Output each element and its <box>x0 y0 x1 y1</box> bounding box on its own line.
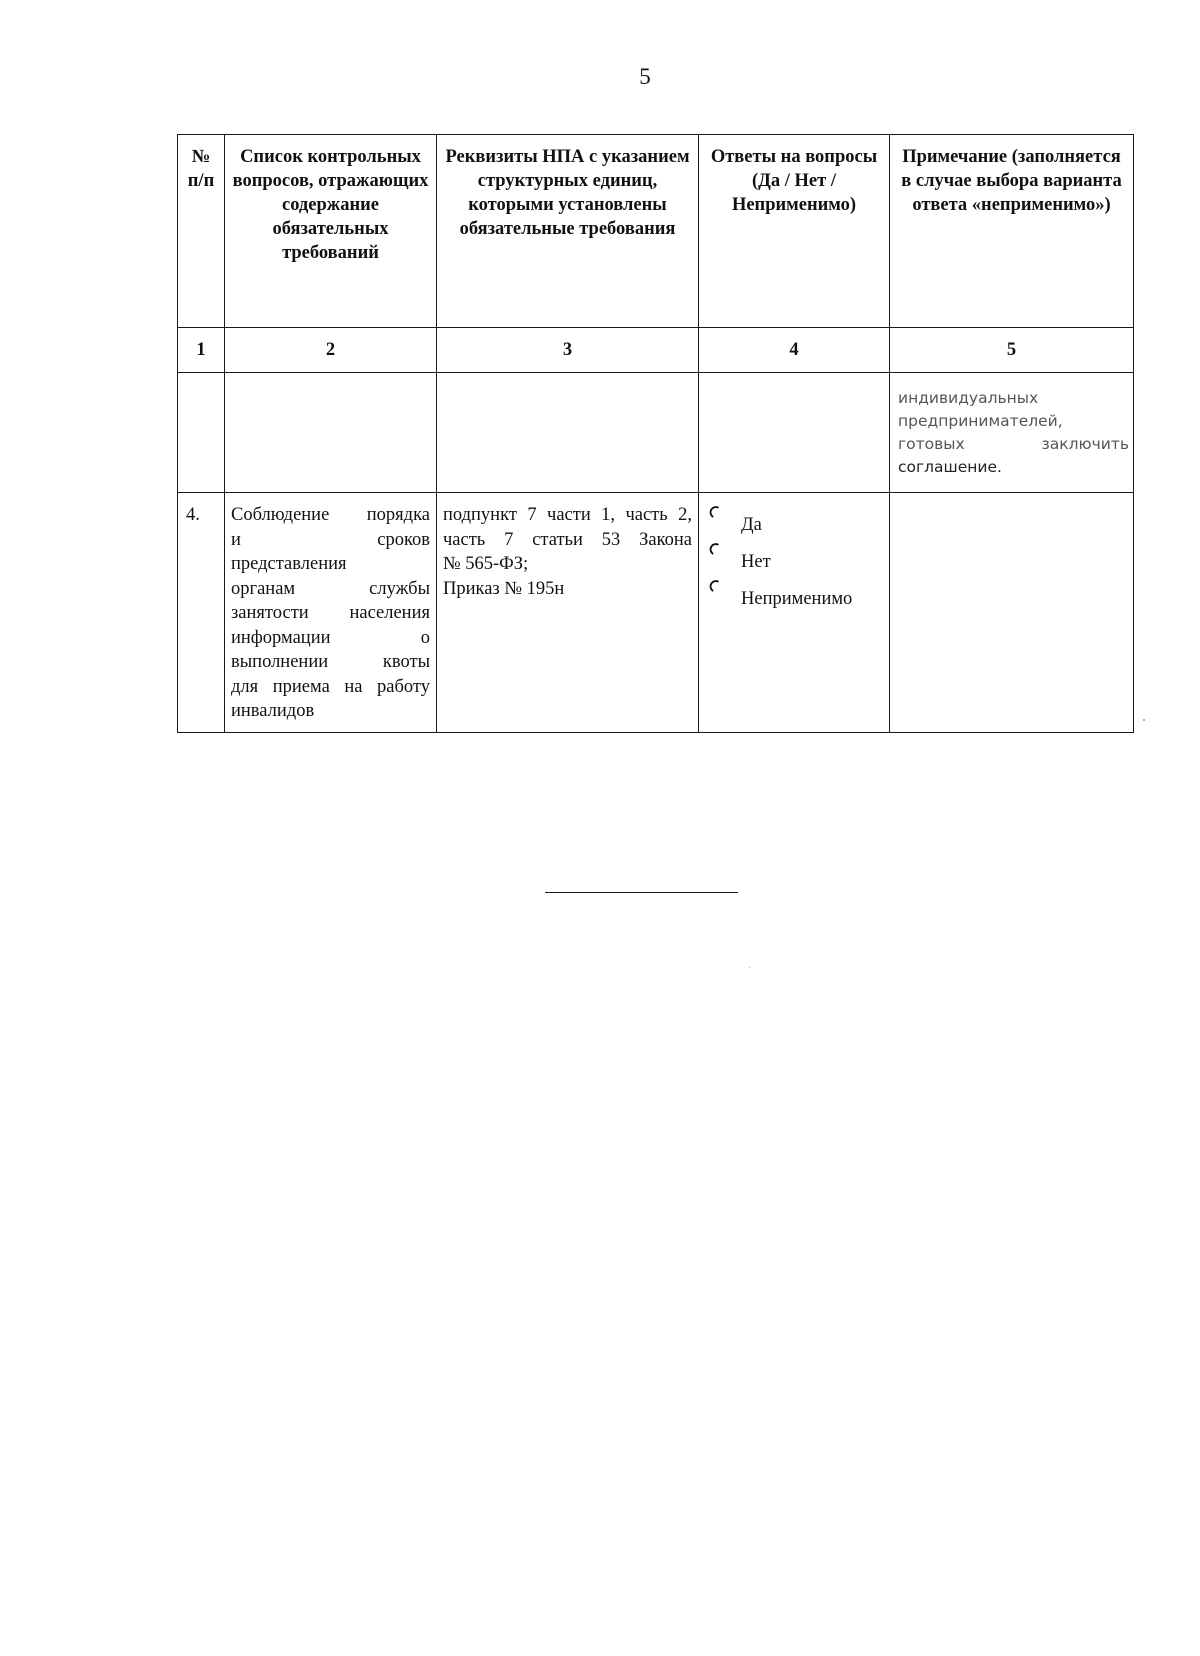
header-note: Примечание (заполняется в случае выбора варианта ответа «неприменимо») <box>890 135 1134 328</box>
item-number-cell <box>178 493 225 733</box>
column-number: 5 <box>890 328 1134 373</box>
header-row <box>178 135 1134 328</box>
question-line: Соблюдение порядка <box>231 505 430 525</box>
question-line: органам службы <box>231 578 430 599</box>
legal-line: подпункт 7 части 1, часть 2, <box>443 505 692 525</box>
continued-note-cell <box>890 373 1134 493</box>
header-legal-basis: Реквизиты НПА с указанием структурных единиц, которыми установлены обязательные требования <box>437 135 699 328</box>
column-number: 3 <box>437 328 699 373</box>
empty-cell <box>437 373 699 493</box>
legal-line: часть 7 статьи 53 Закона <box>443 529 692 550</box>
note-line: индивидуальных <box>898 389 1039 407</box>
item-legal-basis <box>437 493 698 605</box>
note-line: соглашение. <box>898 458 1002 476</box>
checklist-table <box>177 134 1134 733</box>
answer-options <box>699 493 889 616</box>
radio-icon[interactable] <box>707 505 721 519</box>
continued-row <box>178 373 1134 493</box>
table-row <box>178 493 1134 733</box>
legal-line: № 565-ФЗ; <box>443 554 529 574</box>
column-number: 2 <box>225 328 437 373</box>
item-note <box>890 493 1133 507</box>
answer-label: Неприменимо <box>741 589 853 609</box>
header-answers: Ответы на вопросы (Да / Нет / Неприменимо) <box>699 135 890 328</box>
answer-option-no[interactable] <box>707 542 889 579</box>
question-line: инвалидов <box>231 701 315 721</box>
question-line: информации о <box>231 627 430 648</box>
empty-cell <box>225 373 437 493</box>
scan-speck <box>1143 719 1145 721</box>
question-line: для приема на работу <box>231 676 430 697</box>
column-number: 4 <box>699 328 890 373</box>
legal-line: Приказ № 195н <box>443 578 565 599</box>
note-line: предпринимателей, <box>898 412 1063 430</box>
item-question <box>225 493 436 728</box>
answer-option-yes[interactable] <box>707 505 889 542</box>
item-number: 4. <box>186 505 200 525</box>
question-line: и сроков <box>231 529 430 550</box>
question-line: выполнении квоты <box>231 652 430 672</box>
item-question-cell <box>225 493 437 733</box>
answer-label: Нет <box>741 552 771 572</box>
radio-icon[interactable] <box>707 542 721 556</box>
item-note-cell <box>890 493 1134 733</box>
item-answers-cell <box>699 493 890 733</box>
column-number-row <box>178 328 1134 373</box>
closing-divider <box>545 892 738 893</box>
item-legal-basis-cell <box>437 493 699 733</box>
scan-speck <box>749 967 750 968</box>
empty-cell <box>699 373 890 493</box>
empty-cell <box>178 373 225 493</box>
question-line: занятости населения <box>231 603 430 623</box>
question-line: представления <box>231 554 347 574</box>
column-number: 1 <box>178 328 225 373</box>
header-number: № п/п <box>178 135 225 328</box>
page-number: 5 <box>639 64 651 89</box>
header-questions: Список контрольных вопросов, отражающих содержание обязательных требований <box>225 135 437 328</box>
note-line: готовых заключить <box>898 435 1129 453</box>
radio-icon[interactable] <box>707 579 721 593</box>
answer-option-not-applicable[interactable] <box>707 579 889 616</box>
answer-label: Да <box>741 515 762 535</box>
continued-note <box>890 373 1133 479</box>
